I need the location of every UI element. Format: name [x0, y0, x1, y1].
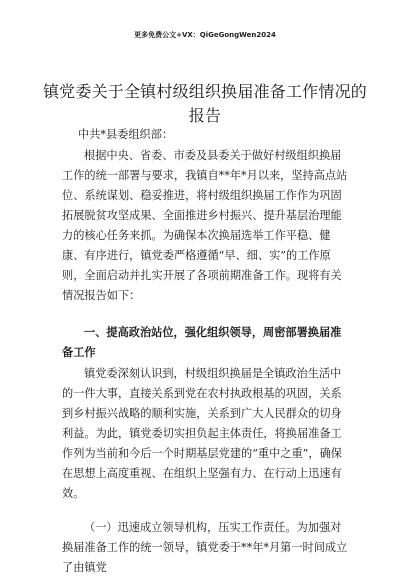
- paragraph-intro: 根据中央、省委、市委及县委关于做好村级组织换届工作的统一部署与要求，我镇自**年*月以来，坚持高点站位、系统谋划、稳妥推进，将村级组织换届工作作为巩固拓展脱贫攻坚成果、全面推进乡村振兴、提升基层治理能力的核心任务来抓。为确保本次换届选举工作平稳、健康、有序进行，镇党委严格遵循“早、细、实”的工作原则，全面启动并扎实开展了各项前期准备工作。现将有关情况报告如下：: [62, 149, 348, 302]
- paragraph-body: 镇党委深刻认识到，村级组织换届是全镇政治生活中的一件大事，直接关系到党在农村执政根基的巩固，关系到乡村振兴战略的顺利实施，关系到广大人民群众的切身利益。为此，镇党委切实担负起主体责任，将换届准备工作列为当前和今后一个时期基层党建的“重中之重”，确保在思想上高度重视、在组织上坚强有力、在行动上迅速有效。: [62, 367, 342, 500]
- paragraph-subsection: （一）迅速成立领导机构，压实工作责任。为加强对换届准备工作的统一领导，镇党委于**年*月第一时间成立了由镇党: [62, 521, 348, 574]
- recipient-line: 中共*县委组织部：: [78, 128, 174, 141]
- watermark-text: 更多免费公文+VX：QiGeGongWen2024: [134, 31, 276, 39]
- section-heading: 一、提高政治站位，强化组织领导，周密部署换届准备工作: [62, 326, 342, 359]
- document-title: 镇党委关于全镇村级组织换届准备工作情况的报告: [42, 82, 367, 125]
